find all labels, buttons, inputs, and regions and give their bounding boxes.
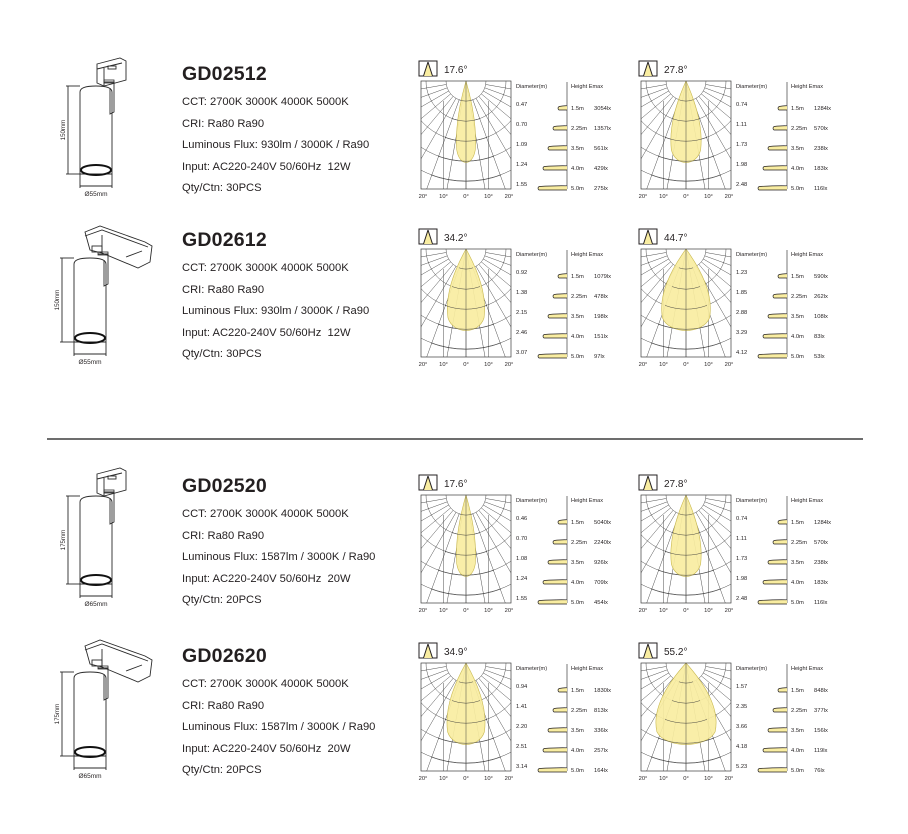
angle-tick-label: 10° bbox=[704, 776, 713, 782]
light-spot-icon bbox=[778, 520, 787, 524]
angle-tick-label: 20° bbox=[504, 776, 514, 782]
diameter-value: 1.24 bbox=[516, 162, 528, 168]
diameter-value: 1.73 bbox=[736, 142, 748, 148]
angle-tick-label: 10° bbox=[439, 362, 448, 368]
product-drawing bbox=[40, 634, 175, 799]
light-spot-icon bbox=[543, 748, 567, 752]
angle-tick-label: 10° bbox=[704, 362, 713, 368]
angle-tick-label: 20° bbox=[638, 776, 648, 782]
diameter-value: 2.48 bbox=[736, 182, 748, 188]
height-value: 1.5m bbox=[791, 520, 804, 526]
emax-value: 183lx bbox=[814, 166, 828, 172]
light-spot-icon bbox=[773, 126, 787, 130]
light-spot-icon bbox=[558, 520, 567, 524]
beam-angle-label: 44.7° bbox=[664, 233, 688, 244]
light-spot-icon bbox=[763, 580, 787, 584]
emax-value: 76lx bbox=[814, 768, 825, 774]
height-value: 1.5m bbox=[571, 520, 584, 526]
angle-tick-label: 10° bbox=[484, 362, 493, 368]
diameter-value: 3.66 bbox=[736, 724, 748, 730]
spec-input: Input: AC220-240V 50/60Hz 20W bbox=[182, 572, 351, 585]
spec-flux: Luminous Flux: 930lm / 3000K / Ra90 bbox=[182, 139, 370, 151]
diameter-value: 1.57 bbox=[736, 684, 748, 690]
angle-tick-label: 10° bbox=[484, 608, 493, 614]
diameter-header: Diameter(m) bbox=[516, 666, 548, 672]
height-dimension-label: 175mm bbox=[60, 529, 67, 551]
height-value: 4.0m bbox=[571, 580, 584, 586]
light-spot-icon bbox=[558, 106, 567, 110]
diameter-value: 1.55 bbox=[516, 596, 528, 602]
diameter-value: 1.85 bbox=[736, 290, 748, 296]
angle-tick-label: 10° bbox=[659, 608, 668, 614]
emax-value: 119lx bbox=[814, 748, 828, 754]
angle-tick-label: 0° bbox=[463, 362, 469, 368]
diameter-header: Diameter(m) bbox=[736, 84, 768, 90]
diameter-header: Diameter(m) bbox=[516, 498, 548, 504]
emax-value: 429lx bbox=[594, 166, 608, 172]
diameter-dimension-label: Ø55mm bbox=[78, 359, 102, 366]
height-emax-header: Height Emax bbox=[791, 84, 824, 90]
height-emax-header: Height Emax bbox=[571, 666, 604, 672]
height-value: 4.0m bbox=[791, 748, 804, 754]
spec-flux: Luminous Flux: 930lm / 3000K / Ra90 bbox=[182, 305, 370, 317]
emax-value: 164lx bbox=[594, 768, 608, 774]
diameter-value: 0.74 bbox=[736, 516, 748, 522]
beam-angle-label: 17.6° bbox=[444, 479, 468, 490]
angle-tick-label: 20° bbox=[638, 608, 648, 614]
diameter-value: 1.11 bbox=[736, 536, 747, 542]
diameter-value: 0.94 bbox=[516, 684, 528, 690]
height-value: 4.0m bbox=[791, 334, 804, 340]
light-spot-icon bbox=[758, 354, 787, 358]
light-spot-icon bbox=[773, 540, 787, 544]
beam-chart bbox=[418, 60, 633, 205]
beam-angle-icon bbox=[639, 61, 657, 76]
light-spot-icon bbox=[558, 274, 567, 278]
diameter-value: 3.07 bbox=[516, 350, 528, 356]
angle-tick-label: 20° bbox=[504, 608, 514, 614]
emax-value: 116lx bbox=[814, 186, 828, 192]
height-value: 1.5m bbox=[571, 106, 584, 112]
light-spot-icon bbox=[768, 146, 787, 150]
emax-value: 97lx bbox=[594, 354, 605, 360]
beam-chart bbox=[418, 228, 633, 373]
diameter-dimension-label: Ø65mm bbox=[84, 601, 108, 608]
spec-cct: CCT: 2700K 3000K 4000K 5000K bbox=[182, 262, 349, 274]
angle-tick-label: 0° bbox=[463, 608, 469, 614]
light-spot-icon bbox=[543, 166, 567, 170]
emax-value: 336lx bbox=[594, 728, 608, 734]
beam-angle-icon bbox=[639, 643, 657, 658]
emax-value: 183lx bbox=[814, 580, 828, 586]
diameter-value: 1.11 bbox=[736, 122, 747, 128]
diameter-value: 0.74 bbox=[736, 102, 748, 108]
diameter-value: 1.23 bbox=[736, 270, 748, 276]
angle-tick-label: 20° bbox=[638, 194, 648, 200]
height-value: 5.0m bbox=[791, 354, 804, 360]
emax-value: 1357lx bbox=[594, 126, 612, 132]
emax-value: 590lx bbox=[814, 274, 828, 280]
height-value: 3.5m bbox=[571, 314, 584, 320]
light-spot-icon bbox=[763, 334, 787, 338]
angle-tick-label: 20° bbox=[418, 194, 428, 200]
height-value: 3.5m bbox=[791, 728, 804, 734]
diameter-value: 2.88 bbox=[736, 310, 748, 316]
section-divider bbox=[47, 438, 863, 440]
light-spot-icon bbox=[768, 728, 787, 732]
diameter-value: 1.41 bbox=[516, 704, 528, 710]
beam-chart bbox=[638, 474, 853, 619]
light-spot-icon bbox=[763, 166, 787, 170]
beam-angle-icon bbox=[419, 229, 437, 244]
angle-tick-label: 20° bbox=[638, 362, 648, 368]
height-dimension-label: 150mm bbox=[60, 119, 67, 141]
light-spot-icon bbox=[538, 600, 567, 604]
light-spot-icon bbox=[543, 580, 567, 584]
height-emax-header: Height Emax bbox=[571, 252, 604, 258]
height-value: 5.0m bbox=[791, 768, 804, 774]
height-emax-header: Height Emax bbox=[571, 498, 604, 504]
spec-block bbox=[182, 640, 412, 782]
height-value: 3.5m bbox=[791, 314, 804, 320]
light-spot-icon bbox=[763, 748, 787, 752]
emax-value: 53lx bbox=[814, 354, 825, 360]
angle-tick-label: 20° bbox=[724, 362, 734, 368]
height-value: 4.0m bbox=[571, 166, 584, 172]
height-value: 5.0m bbox=[571, 600, 584, 606]
product-drawing bbox=[40, 462, 175, 627]
height-value: 2.25m bbox=[791, 540, 808, 546]
spec-cri: CRI: Ra80 Ra90 bbox=[182, 699, 265, 712]
product-drawing bbox=[40, 52, 175, 217]
spec-block bbox=[182, 58, 412, 200]
height-value: 3.5m bbox=[791, 146, 804, 152]
spec-cri: CRI: Ra80 Ra90 bbox=[182, 117, 265, 130]
diameter-value: 2.20 bbox=[516, 724, 528, 730]
diameter-dimension-label: Ø55mm bbox=[84, 191, 108, 198]
light-spot-icon bbox=[778, 274, 787, 278]
light-spot-icon bbox=[538, 186, 567, 190]
height-dimension-label: 150mm bbox=[54, 289, 61, 311]
beam-angle-label: 27.8° bbox=[664, 479, 688, 490]
emax-value: 1284lx bbox=[814, 520, 832, 526]
beam-angle-icon bbox=[639, 475, 657, 490]
spec-qty: Qty/Ctn: 20PCS bbox=[182, 594, 262, 606]
height-emax-header: Height Emax bbox=[791, 498, 824, 504]
angle-tick-label: 0° bbox=[683, 776, 689, 782]
height-value: 5.0m bbox=[571, 186, 584, 192]
height-value: 2.25m bbox=[571, 540, 588, 546]
beam-angle-label: 34.9° bbox=[444, 647, 468, 658]
angle-tick-label: 20° bbox=[504, 194, 514, 200]
track-light-drawing bbox=[40, 52, 175, 217]
height-value: 2.25m bbox=[791, 126, 808, 132]
angle-tick-label: 10° bbox=[439, 608, 448, 614]
height-value: 5.0m bbox=[571, 354, 584, 360]
light-spot-icon bbox=[553, 126, 567, 130]
height-emax-header: Height Emax bbox=[571, 84, 604, 90]
diameter-value: 3.14 bbox=[516, 764, 528, 770]
diameter-value: 1.98 bbox=[736, 162, 748, 168]
model-number: GD02620 bbox=[182, 645, 267, 667]
emax-value: 1830lx bbox=[594, 688, 612, 694]
diameter-value: 4.18 bbox=[736, 744, 748, 750]
angle-tick-label: 10° bbox=[484, 194, 493, 200]
light-spot-icon bbox=[758, 600, 787, 604]
diameter-value: 1.24 bbox=[516, 576, 528, 582]
emax-value: 1284lx bbox=[814, 106, 832, 112]
angle-tick-label: 20° bbox=[418, 362, 428, 368]
emax-value: 262lx bbox=[814, 294, 828, 300]
emax-value: 275lx bbox=[594, 186, 608, 192]
diameter-header: Diameter(m) bbox=[736, 666, 768, 672]
height-value: 5.0m bbox=[791, 186, 804, 192]
beam-angle-label: 55.2° bbox=[664, 647, 688, 658]
height-value: 1.5m bbox=[571, 688, 584, 694]
angle-tick-label: 10° bbox=[704, 608, 713, 614]
height-value: 2.25m bbox=[571, 126, 588, 132]
emax-value: 570lx bbox=[814, 126, 828, 132]
spec-qty: Qty/Ctn: 30PCS bbox=[182, 348, 262, 360]
light-spot-icon bbox=[773, 294, 787, 298]
emax-value: 238lx bbox=[814, 146, 828, 152]
beam-chart bbox=[638, 228, 853, 373]
light-spot-icon bbox=[548, 146, 567, 150]
diameter-value: 1.55 bbox=[516, 182, 528, 188]
angle-tick-label: 10° bbox=[704, 194, 713, 200]
height-value: 3.5m bbox=[571, 560, 584, 566]
angle-tick-label: 10° bbox=[484, 776, 493, 782]
emax-value: 570lx bbox=[814, 540, 828, 546]
height-value: 5.0m bbox=[791, 600, 804, 606]
angle-tick-label: 0° bbox=[683, 362, 689, 368]
angle-tick-label: 10° bbox=[659, 194, 668, 200]
height-emax-header: Height Emax bbox=[791, 252, 824, 258]
angle-tick-label: 0° bbox=[463, 776, 469, 782]
height-value: 2.25m bbox=[791, 708, 808, 714]
height-emax-header: Height Emax bbox=[791, 666, 824, 672]
beam-angle-icon bbox=[639, 229, 657, 244]
light-spot-icon bbox=[553, 708, 567, 712]
beam-chart bbox=[418, 474, 633, 619]
light-spot-icon bbox=[538, 768, 567, 772]
beam-angle-label: 27.8° bbox=[664, 65, 688, 76]
light-spot-icon bbox=[548, 560, 567, 564]
emax-value: 2240lx bbox=[594, 540, 612, 546]
emax-value: 257lx bbox=[594, 748, 608, 754]
height-value: 2.25m bbox=[571, 294, 588, 300]
diameter-header: Diameter(m) bbox=[736, 498, 768, 504]
emax-value: 151lx bbox=[594, 334, 608, 340]
height-value: 5.0m bbox=[571, 768, 584, 774]
height-value: 1.5m bbox=[791, 688, 804, 694]
track-light-drawing bbox=[40, 462, 175, 627]
spec-input: Input: AC220-240V 50/60Hz 20W bbox=[182, 742, 351, 755]
emax-value: 238lx bbox=[814, 560, 828, 566]
beam-angle-icon bbox=[419, 643, 437, 658]
light-spot-icon bbox=[768, 560, 787, 564]
beam-chart bbox=[418, 642, 633, 787]
angle-tick-label: 20° bbox=[724, 194, 734, 200]
angle-tick-label: 10° bbox=[439, 776, 448, 782]
angle-tick-label: 10° bbox=[439, 194, 448, 200]
emax-value: 926lx bbox=[594, 560, 608, 566]
angle-tick-label: 0° bbox=[683, 194, 689, 200]
angle-tick-label: 0° bbox=[463, 194, 469, 200]
diameter-value: 4.12 bbox=[736, 350, 748, 356]
diameter-value: 0.47 bbox=[516, 102, 528, 108]
beam-angle-label: 34.2° bbox=[444, 233, 468, 244]
diameter-value: 2.35 bbox=[736, 704, 748, 710]
emax-value: 108lx bbox=[814, 314, 828, 320]
angle-tick-label: 10° bbox=[659, 776, 668, 782]
height-value: 1.5m bbox=[791, 274, 804, 280]
emax-value: 813lx bbox=[594, 708, 608, 714]
diameter-value: 1.38 bbox=[516, 290, 528, 296]
height-value: 1.5m bbox=[791, 106, 804, 112]
spec-cct: CCT: 2700K 3000K 4000K 5000K bbox=[182, 508, 349, 520]
light-spot-icon bbox=[553, 540, 567, 544]
emax-value: 561lx bbox=[594, 146, 608, 152]
height-value: 3.5m bbox=[571, 728, 584, 734]
diameter-value: 0.92 bbox=[516, 270, 528, 276]
emax-value: 116lx bbox=[814, 600, 828, 606]
diameter-value: 1.08 bbox=[516, 556, 528, 562]
beam-angle-icon bbox=[419, 475, 437, 490]
emax-value: 5040lx bbox=[594, 520, 612, 526]
height-value: 4.0m bbox=[791, 166, 804, 172]
beam-chart bbox=[638, 60, 853, 205]
angle-tick-label: 20° bbox=[504, 362, 514, 368]
diameter-value: 0.70 bbox=[516, 536, 528, 542]
diameter-value: 1.98 bbox=[736, 576, 748, 582]
diameter-value: 0.46 bbox=[516, 516, 528, 522]
light-spot-icon bbox=[543, 334, 567, 338]
spec-flux: Luminous Flux: 1587lm / 3000K / Ra90 bbox=[182, 721, 376, 733]
height-value: 4.0m bbox=[791, 580, 804, 586]
spec-cct: CCT: 2700K 3000K 4000K 5000K bbox=[182, 678, 349, 690]
emax-value: 156lx bbox=[814, 728, 828, 734]
track-light-drawing bbox=[40, 634, 175, 799]
model-number: GD02612 bbox=[182, 229, 267, 251]
diameter-value: 5.23 bbox=[736, 764, 748, 770]
diameter-dimension-label: Ø65mm bbox=[78, 773, 102, 780]
angle-tick-label: 20° bbox=[724, 776, 734, 782]
spec-block bbox=[182, 470, 412, 612]
spec-cri: CRI: Ra80 Ra90 bbox=[182, 283, 265, 296]
diameter-value: 0.70 bbox=[516, 122, 528, 128]
angle-tick-label: 0° bbox=[683, 608, 689, 614]
diameter-value: 2.46 bbox=[516, 330, 528, 336]
beam-chart bbox=[638, 642, 853, 787]
angle-tick-label: 20° bbox=[418, 776, 428, 782]
diameter-header: Diameter(m) bbox=[736, 252, 768, 258]
height-value: 2.25m bbox=[571, 708, 588, 714]
spec-input: Input: AC220-240V 50/60Hz 12W bbox=[182, 160, 351, 173]
light-spot-icon bbox=[758, 186, 787, 190]
light-spot-icon bbox=[778, 688, 787, 692]
emax-value: 198lx bbox=[594, 314, 608, 320]
spec-flux: Luminous Flux: 1587lm / 3000K / Ra90 bbox=[182, 551, 376, 563]
light-spot-icon bbox=[773, 708, 787, 712]
emax-value: 377lx bbox=[814, 708, 828, 714]
beam-angle-label: 17.6° bbox=[444, 65, 468, 76]
light-spot-icon bbox=[778, 106, 787, 110]
spec-cri: CRI: Ra80 Ra90 bbox=[182, 529, 265, 542]
emax-value: 709lx bbox=[594, 580, 608, 586]
angle-tick-label: 10° bbox=[659, 362, 668, 368]
height-value: 3.5m bbox=[571, 146, 584, 152]
track-light-drawing bbox=[40, 220, 175, 385]
diameter-header: Diameter(m) bbox=[516, 84, 548, 90]
spec-block bbox=[182, 224, 412, 366]
emax-value: 848lx bbox=[814, 688, 828, 694]
spec-qty: Qty/Ctn: 20PCS bbox=[182, 764, 262, 776]
emax-value: 478lx bbox=[594, 294, 608, 300]
height-value: 3.5m bbox=[791, 560, 804, 566]
diameter-value: 1.73 bbox=[736, 556, 748, 562]
diameter-value: 1.09 bbox=[516, 142, 528, 148]
light-spot-icon bbox=[758, 768, 787, 772]
light-spot-icon bbox=[548, 314, 567, 318]
spec-input: Input: AC220-240V 50/60Hz 12W bbox=[182, 326, 351, 339]
angle-tick-label: 20° bbox=[418, 608, 428, 614]
emax-value: 1079lx bbox=[594, 274, 612, 280]
spec-qty: Qty/Ctn: 30PCS bbox=[182, 182, 262, 194]
light-spot-icon bbox=[768, 314, 787, 318]
light-spot-icon bbox=[548, 728, 567, 732]
diameter-value: 2.51 bbox=[516, 744, 528, 750]
light-spot-icon bbox=[538, 354, 567, 358]
diameter-value: 2.48 bbox=[736, 596, 748, 602]
diameter-header: Diameter(m) bbox=[516, 252, 548, 258]
light-spot-icon bbox=[558, 688, 567, 692]
model-number: GD02520 bbox=[182, 475, 267, 497]
height-value: 2.25m bbox=[791, 294, 808, 300]
height-dimension-label: 175mm bbox=[54, 703, 61, 725]
emax-value: 454lx bbox=[594, 600, 608, 606]
beam-angle-icon bbox=[419, 61, 437, 76]
diameter-value: 3.29 bbox=[736, 330, 748, 336]
model-number: GD02512 bbox=[182, 63, 267, 85]
height-value: 4.0m bbox=[571, 748, 584, 754]
height-value: 1.5m bbox=[571, 274, 584, 280]
height-value: 4.0m bbox=[571, 334, 584, 340]
light-spot-icon bbox=[553, 294, 567, 298]
product-drawing bbox=[40, 220, 175, 385]
diameter-value: 2.15 bbox=[516, 310, 528, 316]
emax-value: 83lx bbox=[814, 334, 825, 340]
spec-cct: CCT: 2700K 3000K 4000K 5000K bbox=[182, 96, 349, 108]
emax-value: 3054lx bbox=[594, 106, 612, 112]
angle-tick-label: 20° bbox=[724, 608, 734, 614]
